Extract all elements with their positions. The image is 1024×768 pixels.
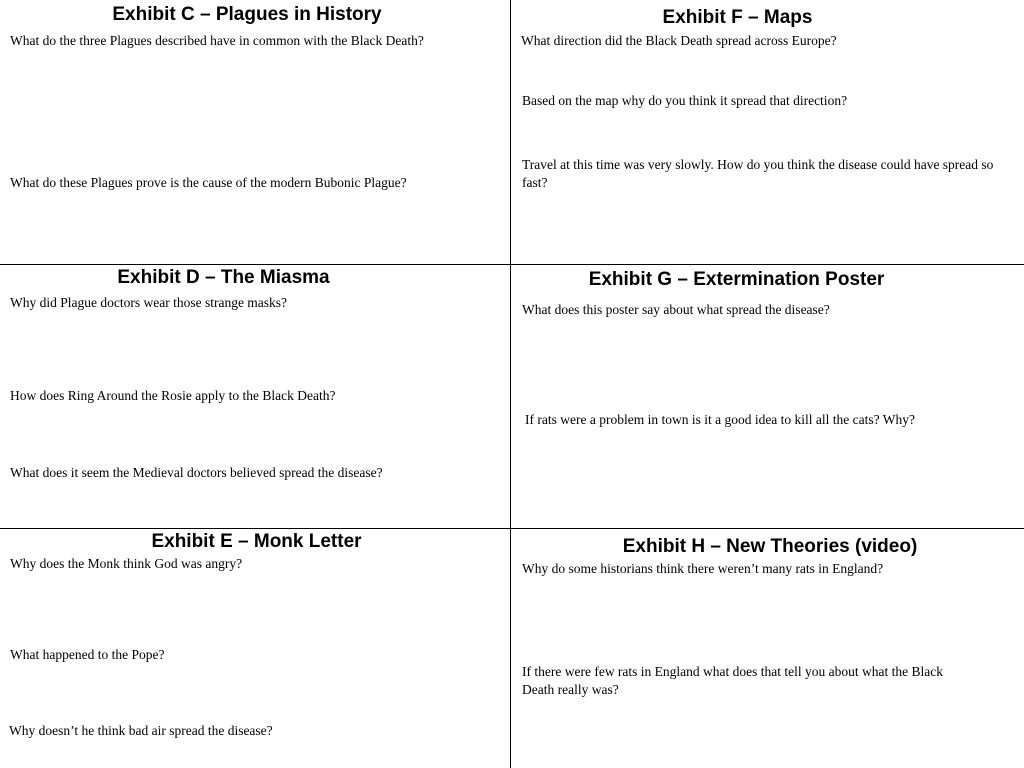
- exhibit-f-question-2: Based on the map why do you think it spread that direction?: [522, 93, 848, 108]
- exhibit-d-panel: [0, 265, 510, 528]
- exhibit-f-title: Exhibit F – Maps: [662, 7, 813, 28]
- exhibit-e-question-3: Why doesn’t he think bad air spread the disease?: [9, 723, 273, 738]
- exhibit-d-question-3: What does it seem the Medieval doctors believed spread the disease?: [10, 465, 383, 480]
- exhibit-f-question-3: Travel at this time was very slowly. How do you think the disease could have spread so fast?: [522, 157, 994, 190]
- exhibit-e-panel: [0, 529, 510, 768]
- exhibit-h-title: Exhibit H – New Theories (video): [622, 536, 918, 557]
- exhibit-g-question-2: If rats were a problem in town is it a good idea to kill all the cats? Why?: [525, 412, 916, 427]
- exhibit-c-panel: [0, 0, 510, 264]
- exhibit-g-question-1: What does this poster say about what spread the disease?: [522, 302, 830, 317]
- exhibit-h-question-1: Why do some historians think there weren’t many rats in England?: [522, 561, 884, 576]
- exhibit-f-panel: [511, 0, 1024, 264]
- exhibit-g-title: Exhibit G – Extermination Poster: [588, 269, 885, 290]
- exhibit-c-title: Exhibit C – Plagues in History: [112, 4, 382, 25]
- exhibit-f-question-1: What direction did the Black Death spread across Europe?: [521, 33, 837, 48]
- exhibit-e-title: Exhibit E – Monk Letter: [151, 531, 362, 552]
- exhibit-g-panel: [511, 265, 1024, 528]
- exhibit-d-title: Exhibit D – The Miasma: [117, 267, 330, 288]
- exhibit-h-question-2: If there were few rats in England what does that tell you about what the Black Death really was?: [522, 664, 943, 697]
- exhibit-e-question-2: What happened to the Pope?: [10, 647, 165, 662]
- exhibit-e-question-1: Why does the Monk think God was angry?: [10, 556, 243, 571]
- exhibit-c-question-2: What do these Plagues prove is the cause of the modern Bubonic Plague?: [10, 175, 407, 190]
- exhibit-d-question-1: Why did Plague doctors wear those strange masks?: [10, 295, 288, 310]
- exhibit-c-question-1: What do the three Plagues described have in common with the Black Death?: [10, 33, 424, 48]
- exhibit-h-panel: [511, 529, 1024, 768]
- exhibit-d-question-2: How does Ring Around the Rosie apply to the Black Death?: [10, 388, 336, 403]
